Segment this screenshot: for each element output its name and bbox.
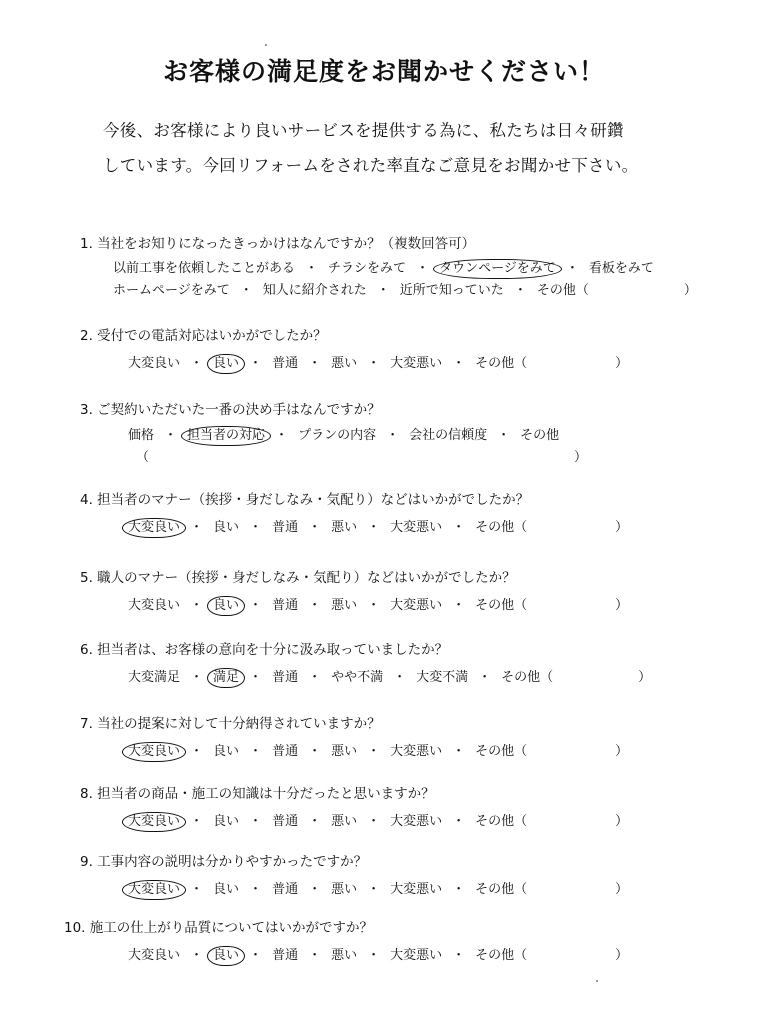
option-separator: ・ [367, 744, 381, 759]
option-separator: ・ [416, 261, 430, 276]
option-separator: ・ [190, 670, 204, 685]
selected-option[interactable]: 大変良い [122, 742, 186, 762]
option-separator: ・ [190, 882, 204, 897]
question-8: 8. 担当者の商品・施工の知識は十分だったと思いますか？ [80, 786, 435, 802]
option[interactable]: 大変良い [128, 598, 181, 613]
answer-options [113, 279, 697, 298]
selected-option[interactable]: 大変良い [122, 812, 186, 832]
option-separator: ・ [249, 814, 263, 829]
question-7: 7. 当社の提案に対して十分納得されていますか？ [80, 716, 381, 732]
other-close-paren: ） [615, 520, 629, 535]
selected-option[interactable]: 良い [207, 354, 245, 374]
option[interactable]: 大変悪い [390, 356, 443, 371]
option-separator: ・ [164, 428, 178, 443]
answer-options [128, 352, 628, 374]
option-separator: ・ [367, 598, 381, 613]
option-separator: ・ [513, 283, 527, 298]
option[interactable]: その他（ [475, 356, 528, 371]
option-separator: ・ [367, 356, 381, 371]
option-separator: ・ [497, 428, 511, 443]
option[interactable]: 大変満足 [128, 670, 181, 685]
other-close-paren: ） [574, 450, 588, 465]
option[interactable]: 普通 [272, 948, 299, 963]
option[interactable]: その他（ [475, 882, 528, 897]
option[interactable]: 普通 [272, 814, 299, 829]
option[interactable]: 大変悪い [390, 598, 443, 613]
answer-options [128, 594, 628, 616]
option[interactable]: チラシをみて [328, 261, 407, 276]
option[interactable]: その他（ [475, 744, 528, 759]
option[interactable]: 悪い [331, 520, 358, 535]
option-separator: ・ [452, 882, 466, 897]
option[interactable]: 普通 [272, 520, 299, 535]
question-4: 4. 担当者のマナー（挨拶・身だしなみ・気配り）などはいかがでしたか？ [80, 492, 530, 508]
other-close-paren: ） [615, 744, 629, 759]
answer-options [113, 257, 654, 279]
option[interactable]: 良い [213, 744, 240, 759]
option[interactable]: 悪い [331, 598, 358, 613]
option-separator: ・ [308, 598, 322, 613]
option[interactable]: 大変悪い [390, 948, 443, 963]
option-separator: ・ [367, 882, 381, 897]
option[interactable]: 大変悪い [390, 520, 443, 535]
option-separator: ・ [249, 598, 263, 613]
option-separator: ・ [249, 670, 263, 685]
option[interactable]: 価格 [128, 428, 155, 443]
option[interactable]: 良い [213, 814, 240, 829]
option-separator: ・ [190, 744, 204, 759]
option-separator: ・ [367, 948, 381, 963]
selected-option[interactable]: 大変良い [122, 880, 186, 900]
question-3: 3. ご契約いただいた一番の決め手はなんですか？ [80, 402, 381, 418]
option[interactable]: 大変悪い [390, 814, 443, 829]
option-separator: ・ [239, 283, 253, 298]
option-separator: ・ [249, 948, 263, 963]
option-separator: ・ [275, 428, 289, 443]
selected-option[interactable]: 満足 [207, 668, 245, 688]
option-separator: ・ [452, 814, 466, 829]
option-separator: ・ [452, 744, 466, 759]
answer-options [128, 666, 651, 688]
option[interactable]: 普通 [272, 598, 299, 613]
intro-line-2: しています。今回リフォームをされた率直なご意見をお聞かせ下さい。 [103, 156, 639, 175]
option[interactable]: 悪い [331, 744, 358, 759]
option[interactable]: 普通 [272, 882, 299, 897]
option[interactable]: 大変不満 [416, 670, 469, 685]
question-1: 1. 当社をお知りになったきっかけはなんですか？（複数回答可） [80, 236, 476, 252]
answer-options [128, 424, 559, 446]
option[interactable]: その他（ [536, 283, 589, 298]
selected-option[interactable]: 担当者の対応 [181, 426, 271, 446]
option[interactable]: その他（ [501, 670, 554, 685]
option-separator: ・ [478, 670, 492, 685]
option[interactable]: 近所で知っていた [399, 283, 504, 298]
selected-option[interactable]: タウンページをみて [433, 259, 562, 279]
option[interactable]: 会社の信頼度 [409, 428, 488, 443]
answer-other-line [136, 446, 587, 465]
option[interactable]: 普通 [272, 356, 299, 371]
option[interactable]: 大変良い [128, 356, 181, 371]
other-close-paren: ） [615, 356, 629, 371]
option-separator: ・ [452, 598, 466, 613]
option-separator: ・ [249, 356, 263, 371]
option-separator: ・ [249, 744, 263, 759]
question-10: 10. 施工の仕上がり品質についてはいかがですか？ [64, 920, 373, 936]
other-close-paren: ） [615, 598, 629, 613]
option[interactable]: 大変悪い [390, 882, 443, 897]
option-separator: ・ [452, 356, 466, 371]
option[interactable]: 普通 [272, 744, 299, 759]
answer-options [128, 516, 628, 538]
option[interactable]: 知人に紹介された [262, 283, 367, 298]
option-separator: ・ [305, 261, 319, 276]
option-separator: ・ [190, 520, 204, 535]
selected-option[interactable]: 良い [207, 596, 245, 616]
option[interactable]: プランの内容 [298, 428, 377, 443]
option[interactable]: 悪い [331, 814, 358, 829]
question-2: 2. 受付での電話対応はいかがでしたか？ [80, 328, 327, 344]
option-separator: ・ [565, 261, 579, 276]
other-close-paren: ） [638, 670, 652, 685]
other-close-paren: ） [683, 283, 697, 298]
option[interactable]: その他（ [475, 520, 528, 535]
option[interactable]: その他（ [475, 598, 528, 613]
option[interactable]: 悪い [331, 948, 358, 963]
answer-options [128, 810, 628, 832]
selected-option[interactable]: 大変良い [122, 518, 186, 538]
option-separator: ・ [308, 520, 322, 535]
option-separator: ・ [367, 520, 381, 535]
option-separator: ・ [308, 948, 322, 963]
option-separator: ・ [376, 283, 390, 298]
scan-speck [596, 980, 598, 982]
selected-option[interactable]: 良い [207, 946, 245, 966]
option-separator: ・ [190, 356, 204, 371]
option-separator: ・ [452, 520, 466, 535]
option[interactable]: 普通 [272, 670, 299, 685]
other-open-paren: （ [136, 450, 150, 465]
question-5: 5. 職人のマナー（挨拶・身だしなみ・気配り）などはいかがでしたか？ [80, 570, 516, 586]
option[interactable]: 看板をみて [588, 261, 654, 276]
option-separator: ・ [249, 882, 263, 897]
option-separator: ・ [249, 520, 263, 535]
option-separator: ・ [386, 428, 400, 443]
option-separator: ・ [308, 814, 322, 829]
option[interactable]: その他（ [475, 814, 528, 829]
option-separator: ・ [308, 882, 322, 897]
other-close-paren: ） [615, 814, 629, 829]
option[interactable]: 大変良い [128, 948, 181, 963]
other-close-paren: ） [615, 948, 629, 963]
option[interactable]: その他（ [475, 948, 528, 963]
other-close-paren: ） [615, 882, 629, 897]
answer-options [128, 740, 628, 762]
option[interactable]: やや不満 [331, 670, 384, 685]
option-separator: ・ [308, 670, 322, 685]
option[interactable]: 悪い [331, 882, 358, 897]
option[interactable]: 大変悪い [390, 744, 443, 759]
scan-speck [265, 44, 267, 46]
option[interactable]: その他 [520, 428, 560, 443]
question-9: 9. 工事内容の説明は分かりやすかったですか？ [80, 854, 368, 870]
answer-options [128, 878, 628, 900]
intro-line-1: 今後、お客様により良いサービスを提供する為に、私たちは日々研鑽 [103, 121, 624, 140]
page-title: お客様の満足度をお聞かせください！ [162, 57, 605, 86]
option[interactable]: 良い [213, 882, 240, 897]
option[interactable]: 良い [213, 520, 240, 535]
option[interactable]: ホームページをみて [113, 283, 230, 298]
option-separator: ・ [308, 744, 322, 759]
option-separator: ・ [190, 598, 204, 613]
option-separator: ・ [190, 948, 204, 963]
option-separator: ・ [367, 814, 381, 829]
option-separator: ・ [393, 670, 407, 685]
option[interactable]: 以前工事を依頼したことがある [113, 261, 296, 276]
option[interactable]: 悪い [331, 356, 358, 371]
answer-options [128, 944, 628, 966]
question-6: 6. 担当者は、お客様の意向を十分に汲み取っていましたか？ [80, 642, 449, 658]
option-separator: ・ [452, 948, 466, 963]
option-separator: ・ [190, 814, 204, 829]
option-separator: ・ [308, 356, 322, 371]
